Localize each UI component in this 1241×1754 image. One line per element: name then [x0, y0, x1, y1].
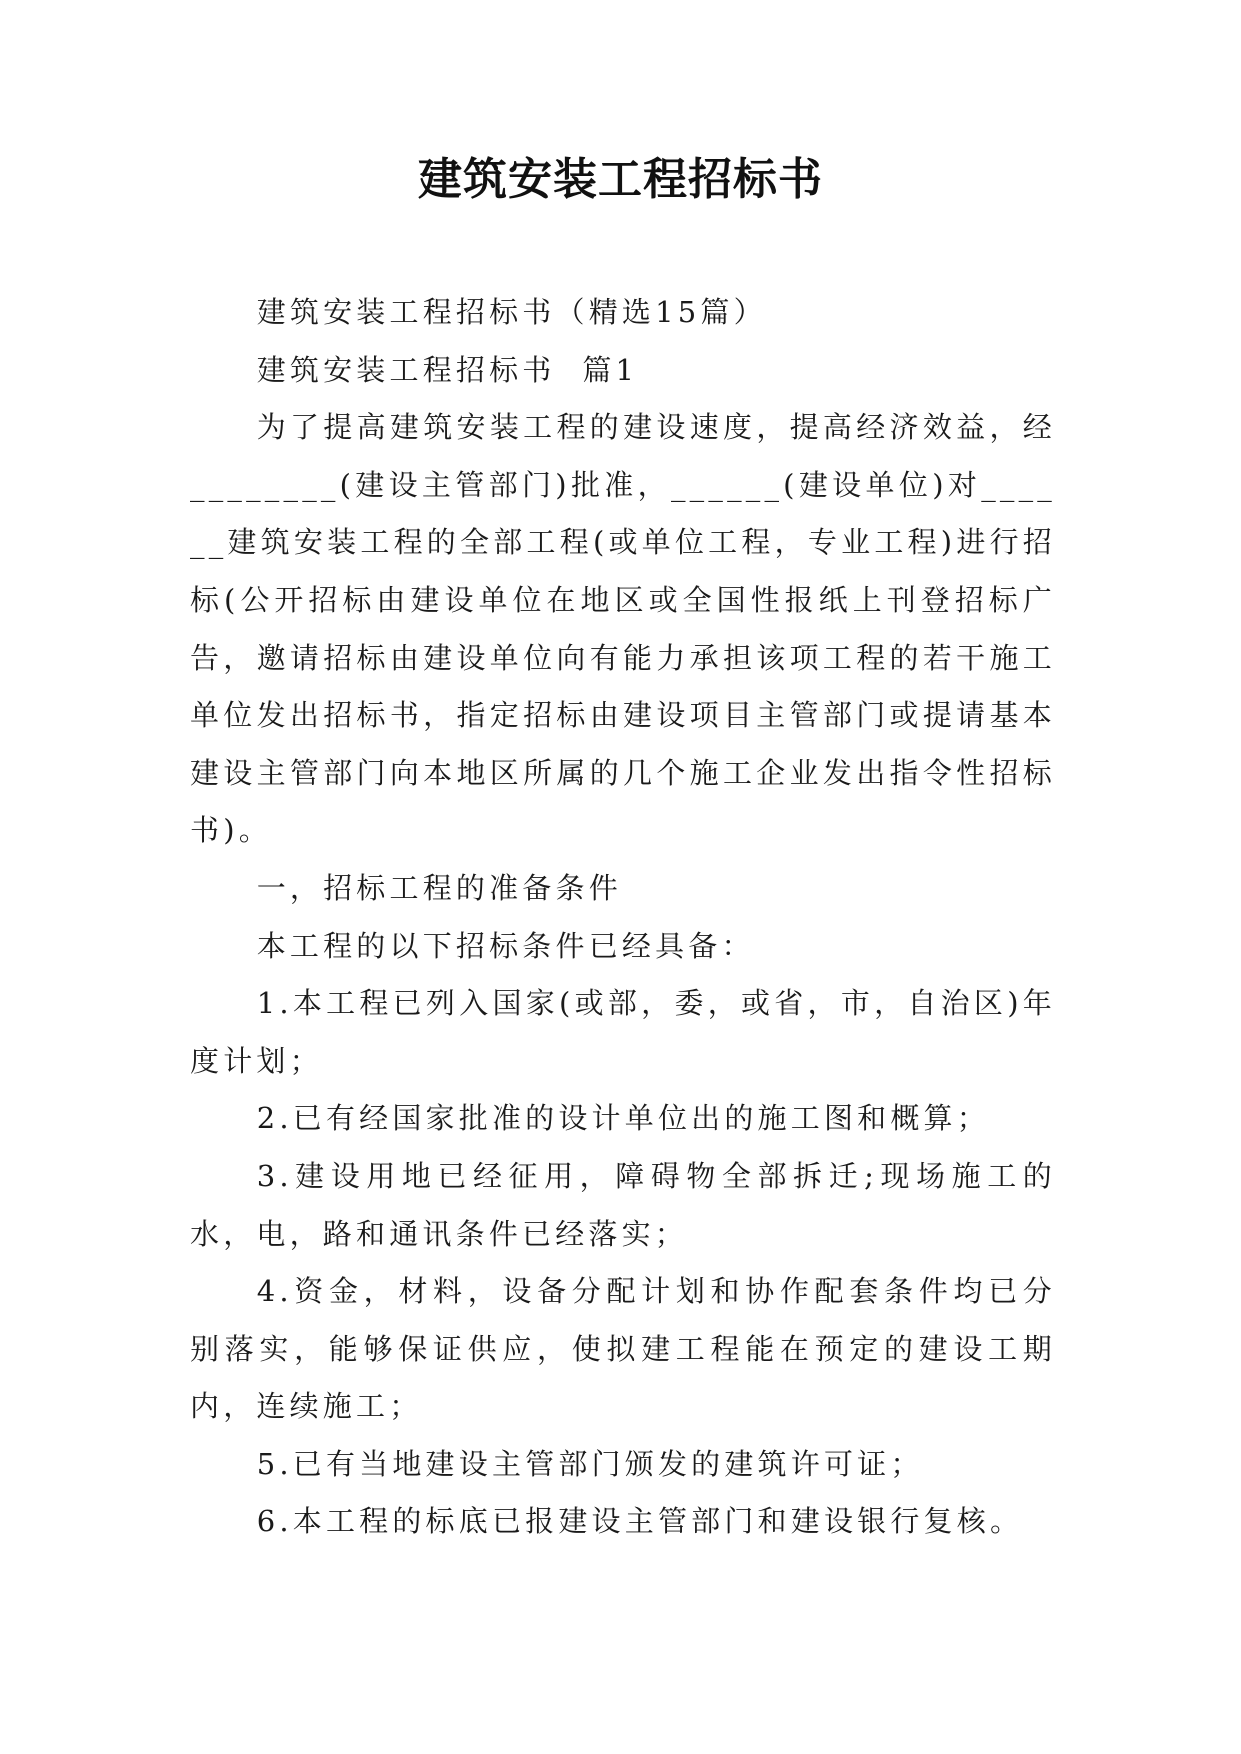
paragraph-intro: 为了提高建筑安装工程的建设速度，提高经济效益，经________(建设主管部门)批准，______(建设单位)对______建筑安装工程的全部工程(或单位工程，专业工程)进行招标(公开招标由建设单位在地区或全国性报纸上刊登招标广告，邀请招标由建设单位向有能力承担该项工程的若干施工单位发出招标书，指定招标由建设项目主管部门或提请基本建设主管部门向本地区所属的几个施工企业发出指令性招标书)。	[190, 410, 1056, 848]
paragraph-section-heading: 建筑安装工程招标书 篇1	[256, 352, 639, 387]
list-item-condition-3: 3.建设用地已经征用，障碍物全部拆迁;现场施工的水，电，路和通讯条件已经落实；	[190, 1158, 1056, 1251]
list-item-condition-5: 5.已有当地建设主管部门颁发的建筑许可证；	[256, 1446, 924, 1481]
paragraph-part-heading: 一，招标工程的准备条件	[256, 870, 622, 905]
paragraph-collection-title: 建筑安装工程招标书（精选15篇）	[256, 295, 767, 329]
document-body	[190, 284, 1056, 1551]
list-item-condition-1: 1.本工程已列入国家(或部，委，或省，市，自治区)年度计划；	[190, 986, 1056, 1078]
list-item-condition-2: 2.已有经国家批准的设计单位出的施工图和概算；	[256, 1101, 990, 1136]
document-title: 建筑安装工程招标书	[418, 154, 823, 205]
paragraph-conditions-lead: 本工程的以下招标条件已经具备：	[256, 928, 755, 963]
list-item-condition-4: 4.资金，材料，设备分配计划和协作配套条件均已分别落实，能够保证供应，使拟建工程能在预定的建设工期内，连续施工；	[190, 1274, 1056, 1424]
list-item-condition-6: 6.本工程的标底已报建设主管部门和建设银行复核。	[256, 1504, 1024, 1539]
